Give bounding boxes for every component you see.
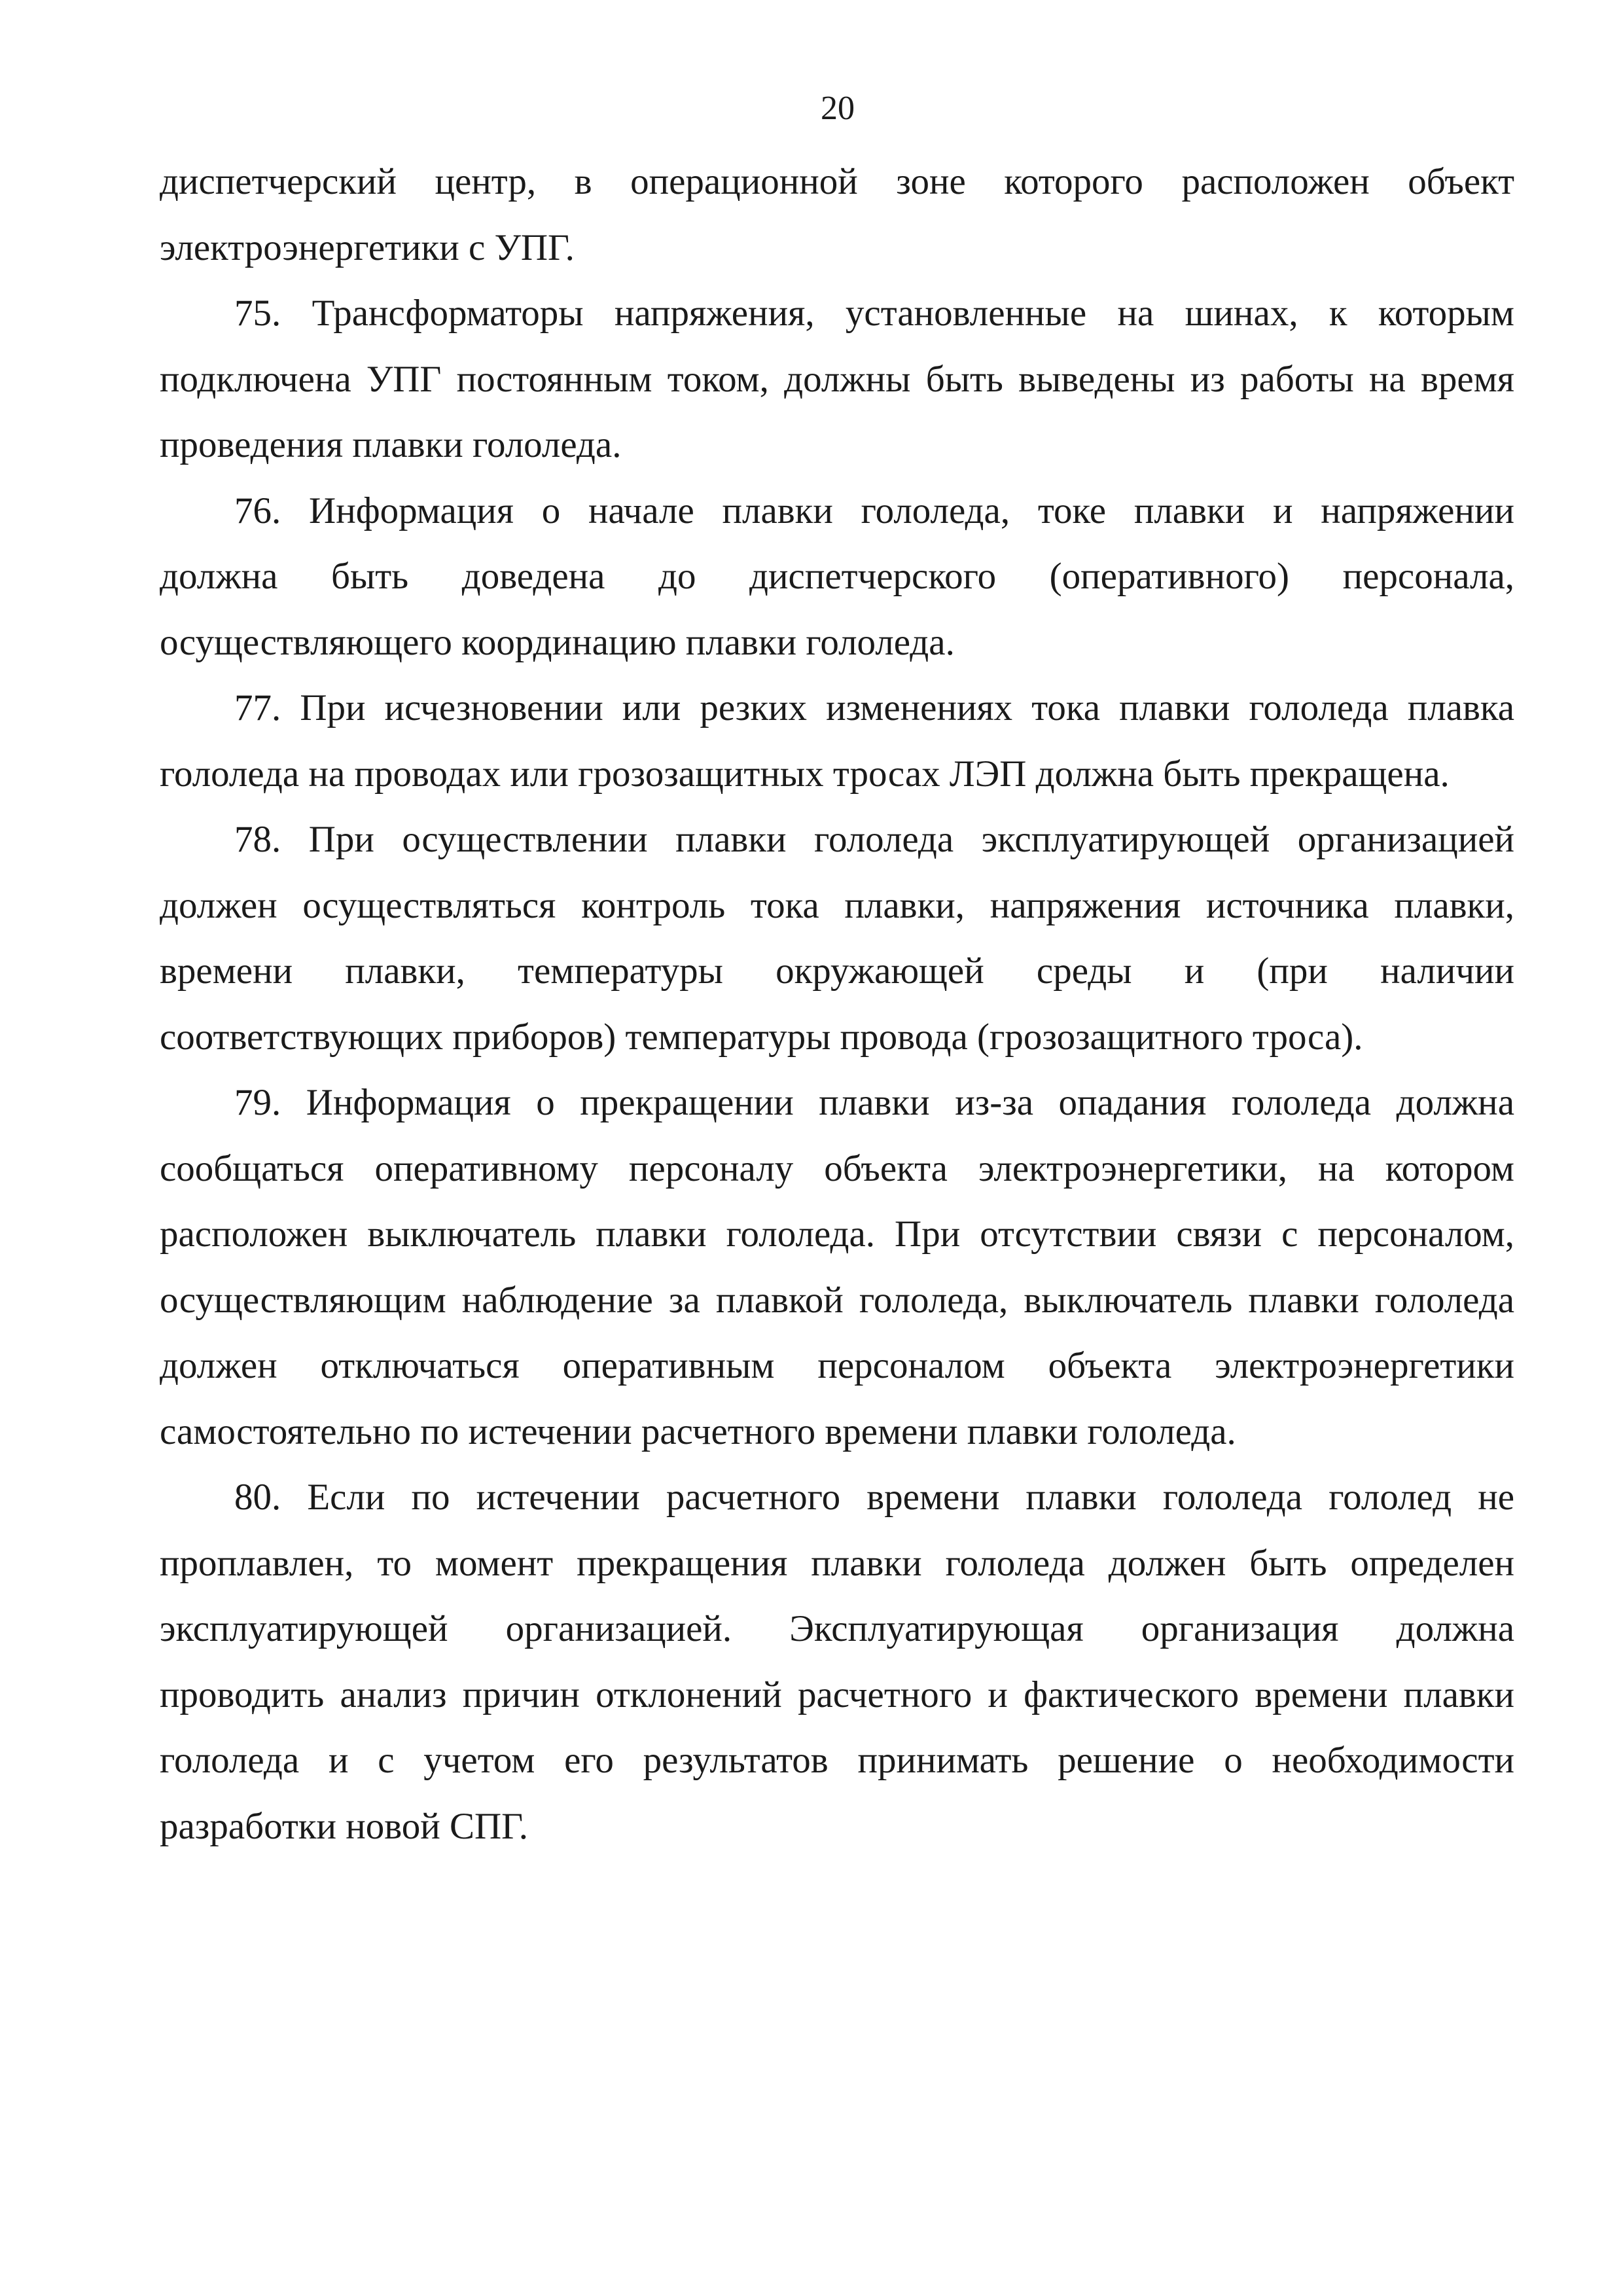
text-line: осуществляющего координацию плавки гололеда. [160, 621, 955, 663]
text-line: гололеда на проводах или грозозащитных тросах ЛЭП должна быть прекращена. [160, 753, 1450, 795]
text-line: соответствующих приборов) температуры провода (грозозащитного троса). [160, 1016, 1363, 1058]
text-line-content: Трансформаторы напряжения, установленные на шинах, к которым [312, 293, 1515, 334]
text-line-content: При исчезновении или резких изменениях тока плавки гололеда плавка [300, 687, 1515, 728]
text-line [160, 1465, 1514, 1531]
paragraph-76 [160, 478, 1514, 676]
text-line: должен отключаться оперативным персоналом объекта электроэнергетики [160, 1345, 1514, 1386]
text-line: гололеда и с учетом его результатов принимать решение о необходимости [160, 1740, 1514, 1781]
text-line [160, 478, 1514, 545]
text-line: проплавлен, то момент прекращения плавки гололеда должен быть определен [160, 1542, 1514, 1584]
paragraph-80 [160, 1465, 1514, 1859]
paragraph-continued [160, 149, 1514, 281]
text-line: должна быть доведена до диспетчерского (оперативного) персонала, [160, 556, 1514, 597]
text-line: сообщаться оперативному персоналу объекта электроэнергетики, на котором [160, 1147, 1514, 1189]
text-line-content: Информация о начале плавки гололеда, токе плавки и напряжении [309, 490, 1514, 531]
page-number: 20 [821, 90, 855, 127]
text-line-content: Информация о прекращении плавки из-за опадания гололеда должна [306, 1082, 1514, 1123]
paragraph-number: 79. [234, 1082, 281, 1123]
paragraph-number: 76. [234, 490, 281, 531]
paragraph-number: 77. [234, 687, 281, 728]
paragraph-77 [160, 675, 1514, 807]
text-line [160, 675, 1514, 742]
text-line: проводить анализ причин отклонений расчетного и фактического времени плавки [160, 1674, 1514, 1715]
text-line: расположен выключатель плавки гололеда. При отсутствии связи с персоналом, [160, 1213, 1514, 1255]
text-line: проведения плавки гололеда. [160, 424, 622, 465]
text-line: разработки новой СПГ. [160, 1805, 528, 1847]
text-line: диспетчерский центр, в операционной зоне которого расположен объект [160, 161, 1514, 202]
text-line [160, 281, 1514, 347]
text-line: эксплуатирующей организацией. Эксплуатирующая организация должна [160, 1608, 1514, 1649]
text-line: осуществляющим наблюдение за плавкой гололеда, выключатель плавки гололеда [160, 1279, 1514, 1321]
text-line [160, 1070, 1514, 1136]
text-line: времени плавки, температуры окружающей среды и (при наличии [160, 950, 1514, 992]
text-line-content: Если по истечении расчетного времени плавки гололеда гололед не [307, 1477, 1514, 1518]
text-line: электроэнергетики с УПГ. [160, 226, 575, 268]
document-body [160, 149, 1514, 1859]
paragraph-number: 80. [234, 1477, 281, 1518]
paragraph-number: 78. [234, 819, 281, 860]
text-line [160, 807, 1514, 873]
paragraph-78 [160, 807, 1514, 1070]
paragraph-75 [160, 281, 1514, 478]
paragraph-79 [160, 1070, 1514, 1465]
paragraph-number: 75. [234, 293, 281, 334]
text-line: подключена УПГ постоянным током, должны быть выведены из работы на время [160, 358, 1514, 400]
text-line: должен осуществляться контроль тока плавки, напряжения источника плавки, [160, 884, 1514, 926]
text-line: самостоятельно по истечении расчетного времени плавки гололеда. [160, 1410, 1236, 1452]
text-line-content: При осуществлении плавки гололеда эксплуатирующей организацией [308, 819, 1515, 860]
